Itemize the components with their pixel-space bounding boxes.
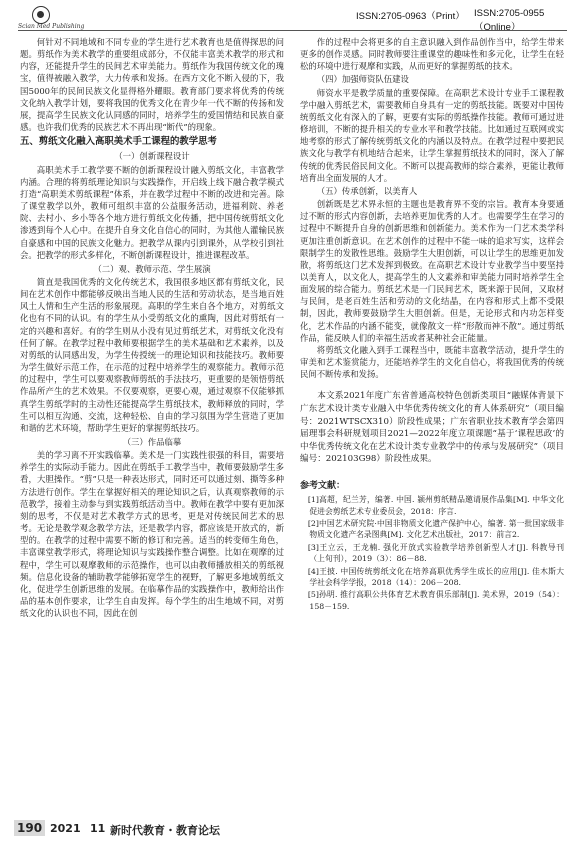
- paragraph: 高职美术手工教学要不断的创新课程设计融入剪纸文化，丰富教学内涵。合理的将剪纸理论知识与实践操作，开启线上线下融合教学模式打造“高职美术剪纸课程”体系，并在教学过程中不断的改进和完善。除了课堂教学以外，教师可组织丰富的公益服务活动，进福利院、养老院、去村小、乡小等各个地方进行剪纸文化传播，把中国传统剪纸文化渗透到每个人心中。在提升自身文化自信心的同时，为其他人灌输民族自豪感和中国的民族文化魅力。把教学从课内引到课外，从学校引到社会。把教学的形式多样化，不断创新课程设计，推进课程改革。: [20, 164, 284, 260]
- page-footer: [14, 820, 274, 838]
- footer-year: 2021: [50, 822, 81, 835]
- publisher-logo: [18, 6, 85, 32]
- paragraph: 美的学习离不开实践临摹。美术是一门实践性很强的科目，需要培养学生的实际动手能力。因此在剪纸手工教学当中，教师要鼓励学生多看，大胆操作。“剪”只是一种表达形式，同时还可以通过刻、撕等多种方法进行创作。学生在掌握好相关的理论知识之后，认真观察教师的示范教学，接着主动参与到实践剪纸活动当中。教师在教学中要有更加深刻的思考，不仅是对艺术教学方式的思考，更是对传统民间艺术的思考。无论是教学观念教学方法，还是教学内容，都应该是开放式的，新型的。在教学的过程中需要不断的修订和完善。适当的转变师生角色，丰富课堂教学形式，将理论知识与实践操作整合调整。比如在观摩的过程中，学生可以观摩教师的示范操作，也可以由教师播放相关的剪纸视频。信息化设备的辅助教学能够拓宽学生的视野，了解更多地域剪纸文化，促进学生创新思维的发展。在临摹作品的实践操作中，教师给出作品的基本创作要求，让学生自由发挥。每个学生的出生地域不同，对剪纸文化的认识也不同，因此在创: [20, 450, 284, 619]
- issn-print: ISSN:2705-0963（Print）: [356, 11, 465, 22]
- reference-item: [4]王披. 中国传统剪纸文化在培养高职优秀学生成长的应用[J]. 佳木斯大学社会科学学报，2018（14）：206－208.: [307, 566, 564, 587]
- page-number: 190: [14, 820, 45, 836]
- funding-note: 本文系2021年度广东省普通高校特色创新类项目“融媒体背景下广东艺术设计类专业融入中华优秀传统文化的育人体系研究”（项目编号：2021WTSCX310）阶段性成果；广东省职业技术教育学会第四届理事会科研规划项目2021—2022年度立项课题“基于‘课程思政’的中华优秀传统文化在艺术设计类专业教学中的传承与发展研究”（项目编号：202103G98）阶段性成果。: [300, 391, 564, 465]
- publisher-seal-icon: [32, 6, 50, 24]
- reference-item: [1]高超，纪兰芳，编著. 中国. 颍州剪纸精品邀请展作品集[M]. 中华文化促进会剪纸艺术专业委员会，2018：序言.: [307, 495, 564, 516]
- subsection-heading: （一）创新课程设计: [114, 151, 190, 162]
- header-rule: [18, 30, 567, 31]
- paragraph: 将剪纸文化融入到手工课程当中，既能丰富教学活动，提升学生的审美和艺术鉴赏能力，还能培养学生的文化自信心，将我国优秀的传统民间不断传承和发扬。: [300, 344, 564, 380]
- paragraph: 作的过程中会将更多的自主意识融入到作品创作当中，给学生带来更多的创作灵感。同时教师要注重课堂的趣味性和多元化，让学生在轻松的环境中进行观摩和实践，从而更好的掌握剪纸的技术。: [300, 37, 564, 72]
- footer-issue: 11: [90, 822, 106, 835]
- issn-online: ISSN:2705-0955（Online）: [474, 8, 545, 33]
- paragraph: 师资水平是教学质量的重要保障。在高职艺术设计专业手工课程教学中融入剪纸艺术，需要教师自身具有一定的剪纸技能。既要对中国传统剪纸文化有深入的了解，更要有实际的剪纸操作技能。教师可通过进修培训，不断的提升相关的专业水平和教学技能。比如通过互联网或实地考察的形式了解传统剪纸文化的内涵以及特点。在教学过程中要把民族文化与教学有机地结合起来，让学生掌握剪纸技术的同时，深入了解传统的优秀民俗民间文化。不断可以提高教师的综合素养，更能让教师培育出全面发展的人才。: [300, 87, 564, 183]
- paragraph: 简直是我国优秀的文化传统艺术，我国很多地区都有剪纸文化，民间在艺术创作中都能够反映出当地人民的生活和劳动状态，是当地百姓风土人情和生产生活的形象展现。高职的学生来自各个地方，对剪纸文化也有不同的认识。有的学生从小受剪纸文化的熏陶，因此对剪纸有一定的兴趣和喜好。有的学生则从小没有见过剪纸艺术，对剪纸文化没有任何了解。在教学过程中教师要根据学生的美术基础和艺术素养，以及对剪纸的认同感出发，为学生传授统一的理论知识和技能技巧。教师要为学生做好示范工作，在示范的过程中培养学生的观察能力。教师示范的过程中，学生可以要观察教师剪纸的手法技巧，更重要的是领悟剪纸作品所产生的艺术效果。不仅要观察，更要心观，通过观察不仅能够抓真学生剪纸学时的主动性还能提高学生剪纸技术，教师释放的同时，学生可以相互沟通、交流，这种轻松、自由的学习氛围为学生营造了更加和谐的艺术环境，帮助学生更好的掌握剪纸技巧。: [20, 276, 284, 433]
- subsection-heading: （五）传承创新，以美育人: [316, 185, 418, 196]
- reference-item: [3]王立云，王龙楠. 强化开放式实验教学培养创新型人才[J]. 科教导刊（上旬刊），2019（3）：86－88.: [307, 542, 564, 564]
- subsection-heading: （三）作品临摹: [122, 437, 182, 447]
- section-heading: 五、剪纸文化融入高职美术手工课程的教学思考: [20, 136, 217, 148]
- subsection-heading: （四）加强师资队伍建设: [316, 74, 409, 85]
- paragraph: 创新既是艺术界永恒的主题也是教育界不变的宗旨。教育本身要通过不断的形式内容创新，去培养更加优秀的人才。也需要学生在学习的过程中不断提升自身的创新思维和创新能力。美术作为一门艺术类学科更加注重创新意识。在艺术创作的过程中不能一味的追求写实，这样会限制学生的发散性思维。鼓励学生大胆创新，可以让学生的思维更加发散，将剪纸这门艺术发挥到极致。在高职艺术设计专业教学当中要坚持以美育人，以文化人，提高学生的人文素养和审美能力同时培养学生全面发展的综合能力。剪纸艺术是一门民间艺术，既来源于民间，又取材与民间，是老百姓生活和劳动的文化结晶，在内容和形式上都不受限制，因此，教师要鼓励学生大胆创新。但是，无论形式和内功怎样变化，艺术作品的内涵不能变，就像散文一样“形散而神不散”。通过剪纸作品，能反映人们的幸福生活或者某种社会正能量。: [300, 199, 564, 343]
- publisher-name: Scian Med Publishing: [18, 23, 85, 30]
- references-heading: 参考文献：: [300, 480, 346, 491]
- footer-journal: 新时代教育・教育论坛: [110, 824, 220, 837]
- left-column: [20, 36, 284, 619]
- reference-item: [5]孙明. 推行高职公共体育艺术教育俱乐部制[J]. 美术界，2019（54）：158－159.: [307, 590, 564, 611]
- right-column: [300, 36, 564, 613]
- page-header: [18, 6, 567, 32]
- subsection-heading: （二）观、教师示范、学生展演: [93, 263, 211, 274]
- paragraph: 何针对不同地域和不同专业的学生进行艺术教育也是值得探思的问题。剪纸作为美术教学的重要组成部分，不仅能丰富美术教学的形式和内容，还能提升学生的民间艺术审美能力。剪纸作为我国传统文化的瑰宝，值得被融入教学，大力传承和发扬。在西方文化不断入侵的下，我国5000年的民间民族文化显得格外耀眼。教育部门要求将优秀的传统文化纳入教学计划，要将我国的优秀文化在青少年一代不断的传扬和发展，提高学生民族文化认同感的同时，培养学生的爱国情结和民族自豪感。也许我们优秀的民族艺术不再出现“断代”的现象。: [20, 37, 284, 133]
- reference-item: [2]中国艺术研究院·中国非物质文化遗产保护中心，编著. 第一批国家级非物质文化遗产名录图典[M]. 文化艺术出版社，2017：前言2.: [307, 518, 564, 540]
